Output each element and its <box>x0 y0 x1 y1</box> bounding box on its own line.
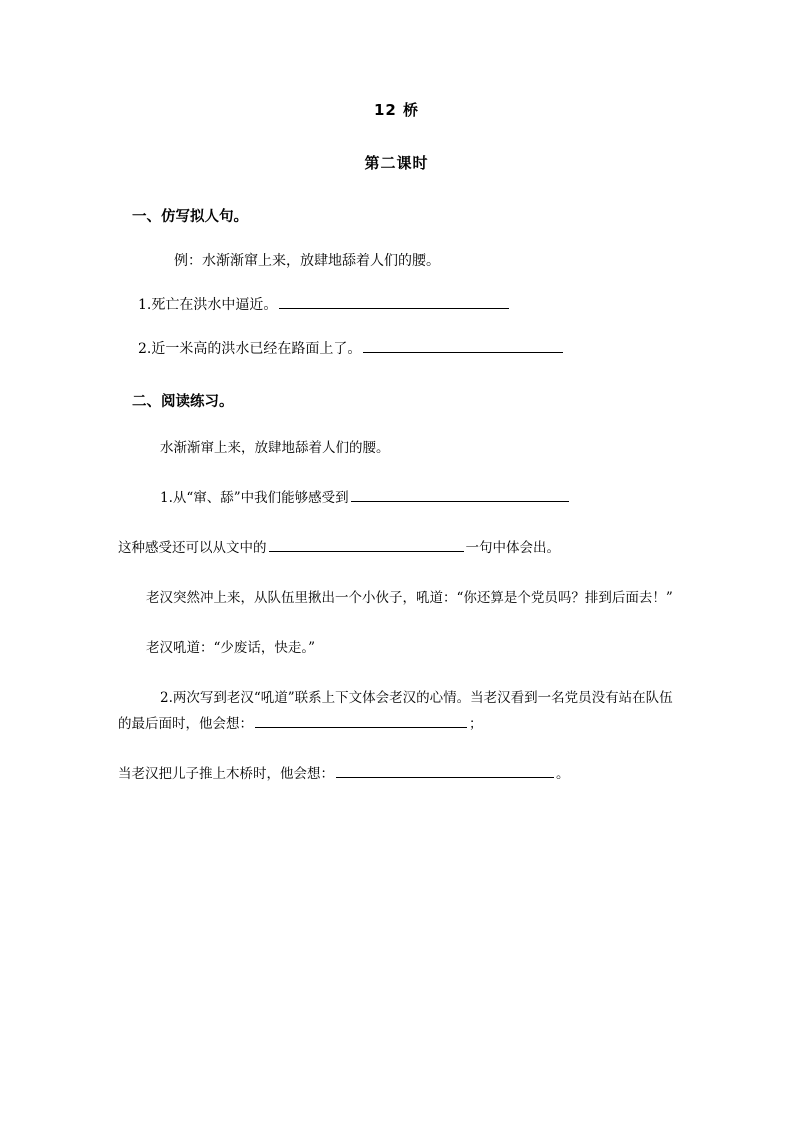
answer-blank[interactable] <box>279 294 509 309</box>
exercise-item-2 <box>118 338 675 358</box>
item-text: 死亡在洪水中逼近。 <box>151 297 278 313</box>
item-text: 近一米高的洪水已经在路面上了。 <box>151 341 362 357</box>
answer-blank[interactable] <box>363 338 563 353</box>
question-1-line-1 <box>118 485 675 511</box>
question-1-text-b: 这种感受还可以从文中的 <box>118 540 267 556</box>
question-1-line-2 <box>118 535 675 561</box>
passage-2: 老汉突然冲上来，从队伍里揪出一个小伙子，吼道：“你还算是个党员吗？排到后面去！” <box>146 590 673 606</box>
question-2 <box>118 685 675 737</box>
page-title: 12 桥 <box>373 101 420 119</box>
answer-blank[interactable] <box>351 487 569 502</box>
passage-3: 老汉吼道：“少废话，快走。” <box>146 640 316 656</box>
section-heading-1: 一、仿写拟人句。 <box>132 209 248 225</box>
answer-blank[interactable] <box>255 713 467 728</box>
question-2-punct-b: 。 <box>556 766 570 782</box>
exercise-item-1 <box>118 294 675 314</box>
question-2-punct-a: ； <box>469 716 483 732</box>
answer-blank[interactable] <box>336 763 554 778</box>
question-2-text-b: 当老汉把儿子推上木桥时，他会想： <box>118 766 334 782</box>
section-heading-2: 二、阅读练习。 <box>132 394 234 410</box>
example-sentence: 例：水渐渐窜上来，放肆地舔着人们的腰。 <box>174 253 440 269</box>
question-1-text-c: 一句中体会出。 <box>465 540 560 556</box>
passage-1: 水渐渐窜上来，放肆地舔着人们的腰。 <box>160 440 390 456</box>
item-number: 1. <box>138 297 152 313</box>
question-2-line-2 <box>118 761 675 787</box>
item-number: 2. <box>138 341 152 357</box>
answer-blank[interactable] <box>269 537 464 552</box>
question-2-text-a: 2.两次写到老汉“吼道”联系上下文体会老汉的心情。当老汉看到一名党员没有站在队伍的最后面时，他会想： <box>118 690 673 732</box>
page-subtitle: 第二课时 <box>364 154 429 172</box>
question-1-text-a: 1.从“窜、舔”中我们能够感受到 <box>160 490 349 506</box>
